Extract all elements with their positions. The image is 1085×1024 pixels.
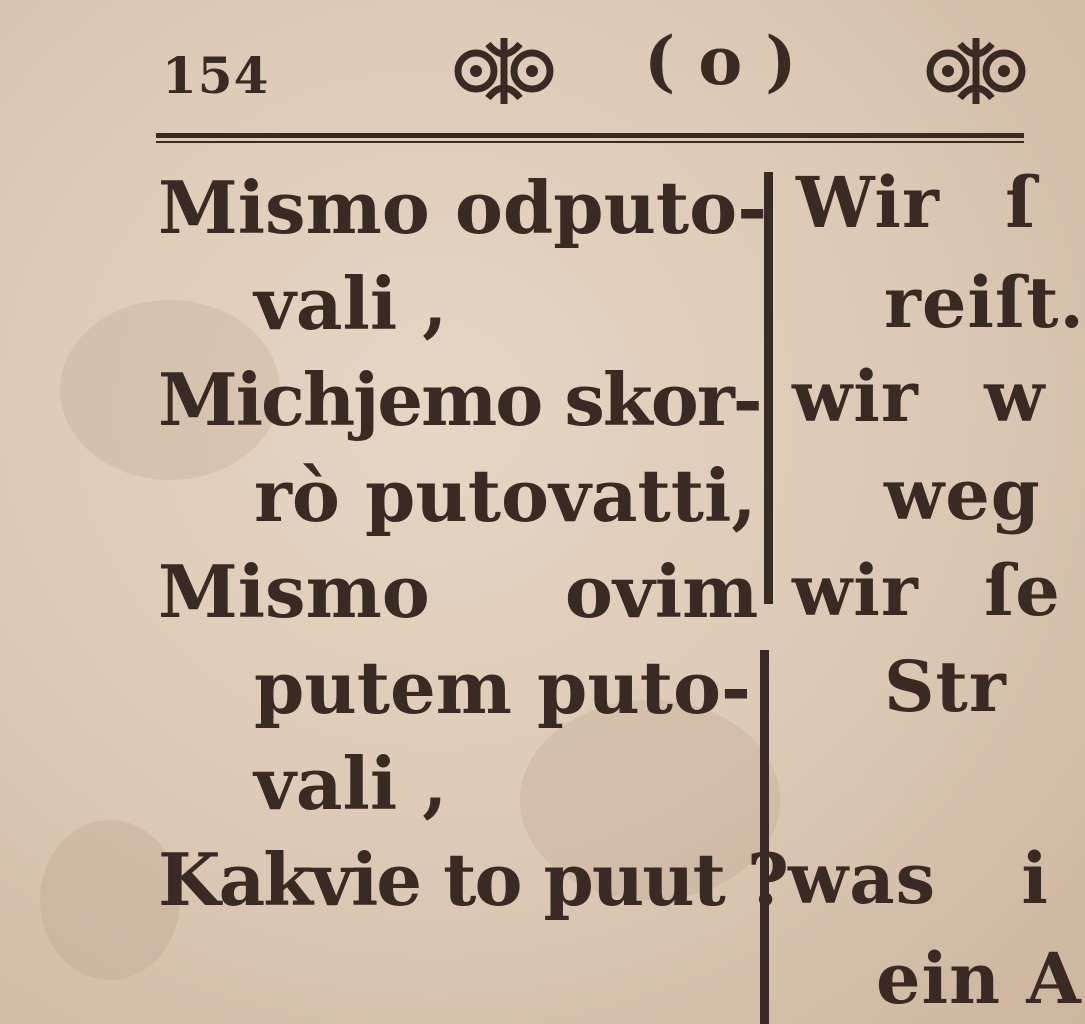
text-line: vali , bbox=[254, 261, 448, 346]
text-line: wir ſe bbox=[792, 549, 1061, 632]
text-line: rò putovatti, bbox=[254, 453, 757, 538]
text-line: Mismo odputo- bbox=[158, 165, 768, 250]
text-line: Michjemo skor- bbox=[158, 357, 761, 442]
header-center-mark: ( o ) bbox=[644, 22, 797, 100]
page-number: 154 bbox=[162, 46, 270, 105]
text-line: Wir ſ bbox=[796, 161, 1037, 244]
header-rule bbox=[156, 133, 1024, 143]
text-line: reiſt. bbox=[884, 261, 1085, 344]
text-line: Str bbox=[884, 645, 1007, 728]
fleuron-icon bbox=[448, 28, 560, 114]
text-line: ein A bbox=[876, 937, 1082, 1020]
text-line: Kakvie to puut ? bbox=[158, 837, 788, 922]
text-line: Mismo ovim bbox=[158, 549, 759, 634]
fleuron-icon bbox=[920, 28, 1032, 114]
text-line: wir w bbox=[792, 355, 1046, 438]
text-line: vali , bbox=[254, 741, 448, 826]
text-line: putem puto- bbox=[254, 645, 751, 730]
text-line: was i bbox=[788, 837, 1049, 920]
text-line: weg bbox=[884, 453, 1041, 536]
